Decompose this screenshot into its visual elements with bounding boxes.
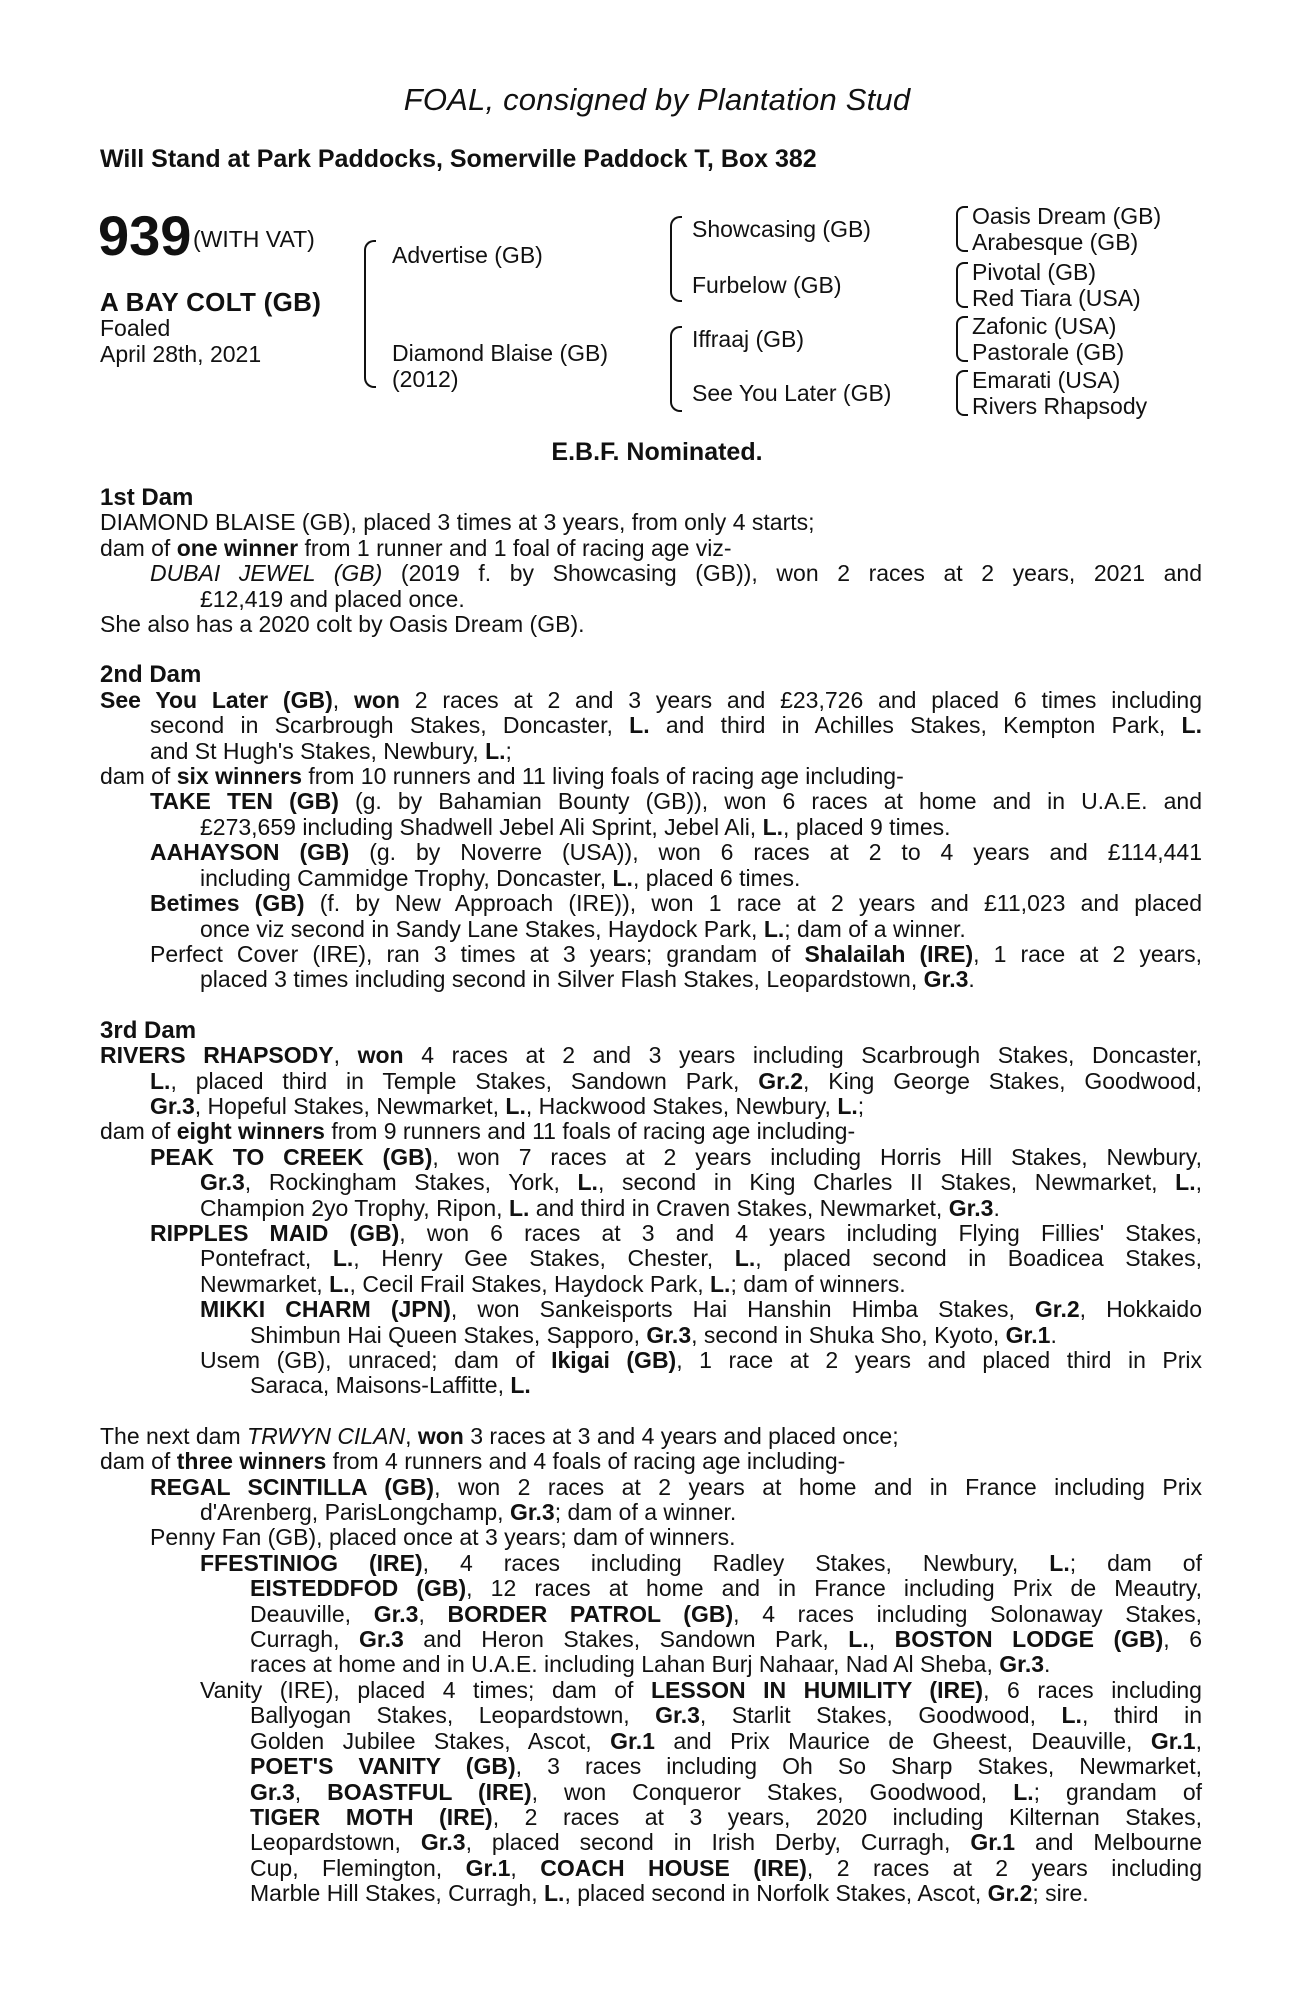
next-dam-line: Leopardstown, Gr.3, placed second in Irish Derby, Curragh, Gr.1 and Melbourne xyxy=(250,1829,1202,1856)
third-dam-line: Champion 2yo Trophy, Ripon, L. and third in Craven Stakes, Newmarket, Gr.3. xyxy=(200,1194,1000,1221)
next-dam-line: REGAL SCINTILLA (GB), won 2 races at 2 years at home and in France including Prix xyxy=(150,1473,1202,1500)
pedigree-notes xyxy=(100,485,1202,1907)
pedigree-brace-sire xyxy=(670,216,682,302)
pedigree-brace-g3-3 xyxy=(956,316,968,362)
second-dam-line: Perfect Cover (IRE), ran 3 times at 3 years; grandam of Shalailah (IRE), 1 race at 2 years, xyxy=(150,940,1202,967)
lot-number: 939 xyxy=(98,204,192,267)
next-dam-line: POET'S VANITY (GB), 3 races including Oh So Sharp Stakes, Newmarket, xyxy=(250,1753,1203,1780)
third-dam-line: L., placed third in Temple Stakes, Sandown Park, Gr.2, King George Stakes, Goodwood, xyxy=(150,1067,1203,1094)
next-dam-line: The next dam TRWYN CILAN, won 3 races at 3 and 4 years and placed once; xyxy=(100,1422,899,1449)
first-dam-line: dam of one winner from 1 runner and 1 foal of racing age viz- xyxy=(100,534,732,561)
pedigree-brace-g3-4 xyxy=(956,370,968,416)
page-title: FOAL, consigned by Plantation Stud xyxy=(403,82,911,117)
second-dam-line: dam of six winners from 10 runners and 11 living foals of racing age including- xyxy=(100,763,904,790)
second-dam-line: See You Later (GB), won 2 races at 2 and 3 years and £23,726 and placed 6 times including xyxy=(100,686,1202,713)
pedigree-dam-sire: Iffraaj (GB) xyxy=(692,326,805,352)
lot-vat-note: (WITH VAT) xyxy=(193,226,315,252)
second-dam-line: and St Hugh's Stakes, Newbury, L.; xyxy=(150,737,512,764)
second-dam-line: including Cammidge Trophy, Doncaster, L., placed 6 times. xyxy=(200,864,801,891)
pedigree-brace-g3-1 xyxy=(956,206,968,252)
second-dam-heading: 2nd Dam xyxy=(100,661,202,689)
next-dam-line: Curragh, Gr.3 and Heron Stakes, Sandown Park, L., BOSTON LODGE (GB), 6 xyxy=(250,1626,1203,1653)
stand-location: Will Stand at Park Paddocks, Somerville Paddock T, Box 382 xyxy=(100,145,817,173)
foaled-date: April 28th, 2021 xyxy=(100,341,262,367)
pedigree-g3-2: Arabesque (GB) xyxy=(972,229,1139,255)
pedigree-g3-3: Pivotal (GB) xyxy=(972,259,1096,285)
third-dam-line: MIKKI CHARM (JPN), won Sankeisports Hai Hanshin Himba Stakes, Gr.2, Hokkaido xyxy=(200,1296,1202,1323)
pedigree-g3-6: Pastorale (GB) xyxy=(972,339,1125,365)
next-dam-line: FFESTINIOG (IRE), 4 races including Radley Stakes, Newbury, L.; dam of xyxy=(200,1549,1202,1576)
pedigree-g3-7: Emarati (USA) xyxy=(972,367,1121,393)
third-dam-line: dam of eight winners from 9 runners and 11 foals of racing age including- xyxy=(100,1118,856,1145)
pedigree-sire: Advertise (GB) xyxy=(392,242,543,268)
first-dam-line: £12,419 and placed once. xyxy=(200,585,465,612)
pedigree-g3-5: Zafonic (USA) xyxy=(972,313,1117,339)
next-dam-line: Ballyogan Stakes, Leopardstown, Gr.3, Starlit Stakes, Goodwood, L., third in xyxy=(250,1702,1202,1729)
foaled-label: Foaled xyxy=(100,315,171,341)
pedigree-brace-dam xyxy=(670,326,682,412)
third-dam-line: RIVERS RHAPSODY, won 4 races at 2 and 3 years including Scarbrough Stakes, Doncaster, xyxy=(100,1042,1202,1069)
pedigree-g3-4: Red Tiara (USA) xyxy=(972,285,1141,311)
ebf-nominated: E.B.F. Nominated. xyxy=(551,438,763,466)
second-dam-line: TAKE TEN (GB) (g. by Bahamian Bounty (GB)), won 6 races at home and in U.A.E. and xyxy=(150,788,1202,815)
first-dam-line: DIAMOND BLAISE (GB), placed 3 times at 3 years, from only 4 starts; xyxy=(100,509,815,536)
third-dam-line: Saraca, Maisons-Laffitte, L. xyxy=(250,1372,531,1399)
first-dam-line: She also has a 2020 colt by Oasis Dream (GB). xyxy=(100,611,585,638)
second-dam-line: Betimes (GB) (f. by New Approach (IRE)), won 1 race at 2 years and £11,023 and placed xyxy=(150,890,1202,917)
second-dam-line: AAHAYSON (GB) (g. by Noverre (USA)), won 6 races at 2 to 4 years and £114,441 xyxy=(150,839,1202,866)
third-dam-line: Usem (GB), unraced; dam of Ikigai (GB), 1 race at 2 years and placed third in Prix xyxy=(200,1347,1203,1373)
next-dam-line: d'Arenberg, ParisLongchamp, Gr.3; dam of a winner. xyxy=(200,1499,737,1526)
third-dam-line: Shimbun Hai Queen Stakes, Sapporo, Gr.3, second in Shuka Sho, Kyoto, Gr.1. xyxy=(250,1321,1057,1348)
pedigree-sire-sire: Showcasing (GB) xyxy=(692,216,871,242)
next-dam-line: Marble Hill Stakes, Curragh, L., placed second in Norfolk Stakes, Ascot, Gr.2; sire. xyxy=(250,1880,1089,1907)
third-dam-line: Pontefract, L., Henry Gee Stakes, Chester, L., placed second in Boadicea Stakes, xyxy=(200,1245,1202,1272)
next-dam-line: Cup, Flemington, Gr.1, COACH HOUSE (IRE), 2 races at 2 years including xyxy=(250,1854,1203,1881)
second-dam-line: second in Scarbrough Stakes, Doncaster, L. and third in Achilles Stakes, Kempton Park, L. xyxy=(150,712,1202,739)
second-dam-line: £273,659 including Shadwell Jebel Ali Sprint, Jebel Ali, L., placed 9 times. xyxy=(200,813,951,840)
first-dam-heading: 1st Dam xyxy=(100,484,194,511)
pedigree-dam-dam: See You Later (GB) xyxy=(692,380,892,406)
next-dam-line: Penny Fan (GB), placed once at 3 years; dam of winners. xyxy=(150,1524,736,1551)
pedigree-g3-1: Oasis Dream (GB) xyxy=(972,203,1162,229)
pedigree-brace-g3-2 xyxy=(956,262,968,308)
third-dam-line: Gr.3, Hopeful Stakes, Newmarket, L., Hackwood Stakes, Newbury, L.; xyxy=(150,1092,865,1119)
pedigree-sire-dam: Furbelow (GB) xyxy=(692,272,842,298)
next-dam-line: Gr.3, BOASTFUL (IRE), won Conqueror Stakes, Goodwood, L.; grandam of xyxy=(250,1778,1202,1805)
next-dam-line: races at home and in U.A.E. including Lahan Burj Nahaar, Nad Al Sheba, Gr.3. xyxy=(250,1651,1051,1678)
next-dam-line: dam of three winners from 4 runners and 4 foals of racing age including- xyxy=(100,1448,846,1475)
third-dam-line: Newmarket, L., Cecil Frail Stakes, Haydock Park, L.; dam of winners. xyxy=(200,1270,906,1297)
pedigree-dam-year: (2012) xyxy=(392,366,459,392)
next-dam-line: Golden Jubilee Stakes, Ascot, Gr.1 and Prix Maurice de Gheest, Deauville, Gr.1, xyxy=(250,1727,1202,1754)
next-dam-line: Vanity (IRE), placed 4 times; dam of LESSON IN HUMILITY (IRE), 6 races including xyxy=(200,1676,1202,1703)
pedigree-dam: Diamond Blaise (GB) xyxy=(392,340,609,366)
third-dam-line: RIPPLES MAID (GB), won 6 races at 3 and 4 years including Flying Fillies' Stakes, xyxy=(150,1219,1203,1246)
next-dam-line: TIGER MOTH (IRE), 2 races at 3 years, 2020 including Kilternan Stakes, xyxy=(250,1803,1202,1830)
next-dam-line: EISTEDDFOD (GB), 12 races at home and in France including Prix de Meautry, xyxy=(250,1575,1202,1602)
pedigree-g3-8: Rivers Rhapsody xyxy=(972,393,1148,419)
first-dam-line: DUBAI JEWEL (GB) (2019 f. by Showcasing (GB)), won 2 races at 2 years, 2021 and xyxy=(150,560,1202,587)
pedigree-brace-main xyxy=(364,240,376,388)
horse-title: A BAY COLT (GB) xyxy=(100,287,322,317)
third-dam-line: PEAK TO CREEK (GB), won 7 races at 2 years including Horris Hill Stakes, Newbury, xyxy=(150,1143,1202,1170)
next-dam-line: Deauville, Gr.3, BORDER PATROL (GB), 4 races including Solonaway Stakes, xyxy=(250,1600,1202,1627)
third-dam-line: Gr.3, Rockingham Stakes, York, L., second in King Charles II Stakes, Newmarket, L., xyxy=(200,1169,1202,1196)
second-dam-line: once viz second in Sandy Lane Stakes, Haydock Park, L.; dam of a winner. xyxy=(200,915,966,942)
third-dam-heading: 3rd Dam xyxy=(100,1016,197,1044)
second-dam-line: placed 3 times including second in Silver Flash Stakes, Leopardstown, Gr.3. xyxy=(200,966,975,993)
